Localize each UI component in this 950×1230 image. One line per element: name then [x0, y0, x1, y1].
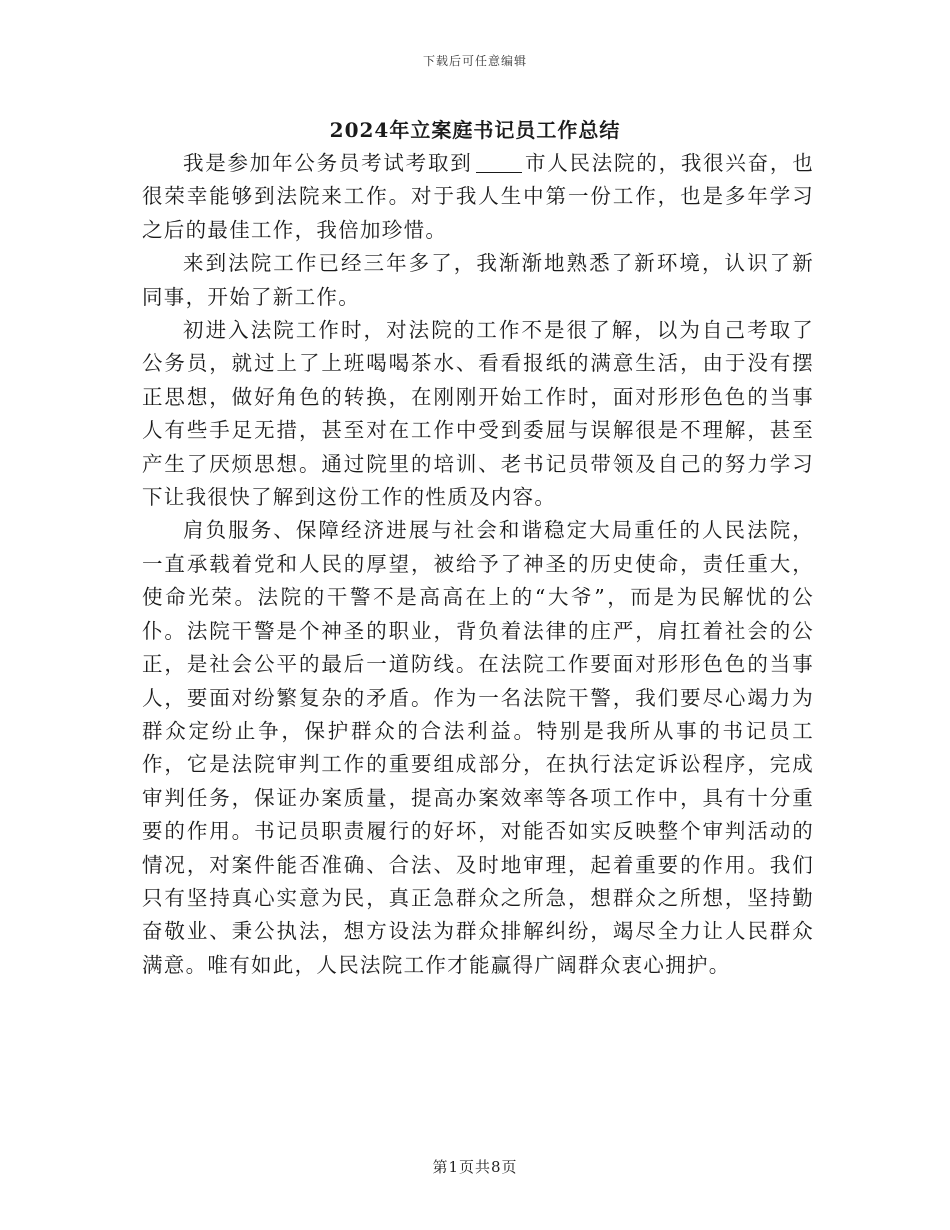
paragraph-3: 初进入法院工作时，对法院的工作不是很了解，以为自己考取了公务员，就过上了上班喝喝茶水、看看报纸的满意生活，由于没有摆正思想，做好角色的转换，在刚刚开始工作时，面对形形色色的当事人有些手足无措，甚至对在工作中受到委屈与误解很是不理解，甚至产生了厌烦思想。通过院里的培训、老书记员带领及自己的努力学习下让我很快了解到这份工作的性质及内容。	[142, 318, 814, 510]
paragraph-4: 肩负服务、保障经济进展与社会和谐稳定大局重任的人民法院，一直承载着党和人民的厚望，被给予了神圣的历史使命，责任重大，使命光荣。法院的干警不是高高在上的“大爷”，而是为民解忧的公仆。法院干警是个神圣的职业，背负着法律的庄严，肩扛着社会的公正，是社会公平的最后一道防线。在法院工作要面对形形色色的当事人，要面对纷繁复杂的矛盾。作为一名法院干警，我们要尽心竭力为群众定纷止争，保护群众的合法利益。特别是我所从事的书记员工作，它是法院审判工作的重要组成部分，在执行法定诉讼程序，完成审判任务，保证办案质量，提高办案效率等各项工作中，具有十分重要的作用。书记员职责履行的好坏，对能否如实反映整个审判活动的情况，对案件能否准确、合法、及时地审理，起着重要的作用。我们只有坚持真心实意为民，真正急群众之所急，想群众之所想，坚持勤奋敬业、秉公执法，想方设法为群众排解纠纷，竭尽全力让人民群众满意。唯有如此，人民法院工作才能赢得广阔群众衷心拥护。	[142, 518, 814, 977]
paragraph-1	[142, 147, 814, 247]
page-number: 第1页共8页	[432, 1158, 518, 1176]
document-body	[142, 147, 814, 982]
paragraph-2: 来到法院工作已经三年多了，我渐渐地熟悉了新环境，认识了新同事，开始了新工作。	[142, 251, 814, 309]
header-note: 下载后可任意编辑	[422, 54, 527, 68]
paragraph-1-start: 我是参加年公务员考试考取到	[183, 151, 473, 175]
document-title: 2024年立案庭书记员工作总结	[329, 118, 621, 142]
paragraph-1-rest: 市人民法院的，我很兴奋，也很荣幸能够到法院来工作。对于我人生中第一份工作，也是多年学习之后的最佳工作，我倍加珍惜。	[142, 151, 814, 242]
fill-in-blank	[476, 171, 522, 173]
